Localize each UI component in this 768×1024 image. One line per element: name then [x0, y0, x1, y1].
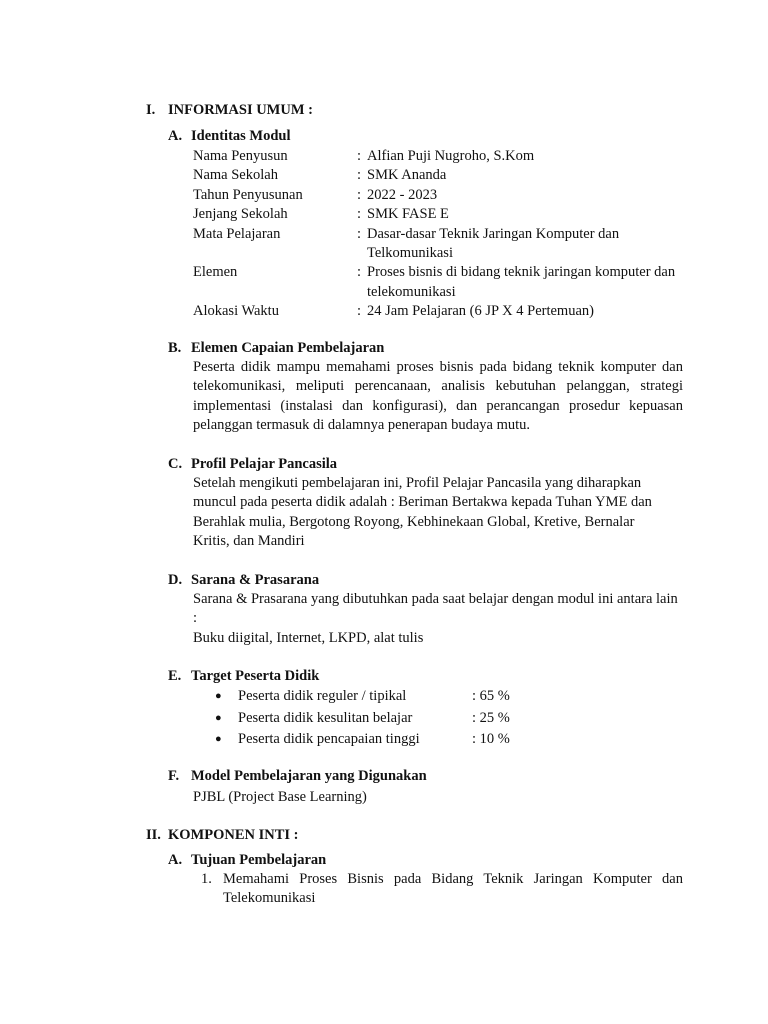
identity-row: [193, 147, 685, 166]
identity-row: [193, 166, 685, 185]
subsection-letter: F.: [168, 768, 180, 784]
identity-row: [193, 186, 685, 205]
target-list: [193, 686, 593, 751]
subsection-profil-heading: [168, 455, 337, 474]
section-1-number: I.: [146, 102, 156, 118]
identity-separator: :: [357, 186, 362, 203]
identity-separator: :: [357, 148, 362, 164]
identity-value: 2022 - 2023: [367, 186, 438, 203]
list-item: [193, 686, 593, 708]
subsection-capaian-heading: [168, 339, 384, 358]
list-item: [193, 870, 683, 909]
identity-value: Alfian Puji Nugroho, S.Kom: [367, 148, 535, 164]
subsection-title: Profil Pelajar Pancasila: [191, 456, 338, 472]
identity-label: Jenjang Sekolah: [193, 206, 288, 223]
sarana-list-text: Buku diigital, Internet, LKPD, alat tulis: [193, 630, 424, 646]
identity-row: [193, 205, 685, 224]
identity-value: Dasar-dasar Teknik Jaringan Komputer dan Telkomunikasi: [367, 225, 620, 262]
tujuan-list: [193, 870, 683, 909]
target-value: : 65 %: [472, 688, 510, 705]
identity-label: Elemen: [193, 264, 238, 281]
section-1-title: INFORMASI UMUM :: [168, 102, 313, 118]
identity-label: Tahun Penyusunan: [193, 186, 303, 203]
list-item: [193, 729, 593, 751]
bullet-icon: ●: [215, 711, 222, 724]
identity-value: 24 Jam Pelajaran (6 JP X 4 Pertemuan): [367, 303, 594, 320]
capaian-paragraph: Peserta didik mampu memahami proses bisnis pada bidang teknik komputer dan telekomunikasi, meliputi perencanaan, analisis kebutuhan pelanggan, strategi implementasi (instalasi dan konfigurasi), dan perancangan prosedur kepuasan pelanggan termasuk di dalamnya penerapan budaya mutu.: [193, 359, 683, 434]
identity-label: Mata Pelajaran: [193, 225, 281, 242]
subsection-target-heading: [168, 667, 319, 686]
section-2-heading: [146, 826, 299, 845]
identity-label: Nama Penyusun: [193, 148, 288, 164]
identity-label: Alokasi Waktu: [193, 303, 279, 320]
list-item: [193, 708, 593, 730]
subsection-letter: D.: [168, 572, 183, 588]
identity-separator: :: [357, 264, 362, 281]
identity-table: [193, 147, 685, 322]
subsection-letter: C.: [168, 456, 183, 472]
section-2-number: II.: [146, 827, 161, 843]
subsection-model-heading: [168, 767, 427, 786]
subsection-identitas-heading: [168, 127, 291, 146]
target-label: Peserta didik reguler / tipikal: [238, 688, 407, 705]
subsection-title: Tujuan Pembelajaran: [191, 852, 327, 868]
target-label: Peserta didik kesulitan belajar: [238, 709, 413, 726]
identity-separator: :: [357, 225, 362, 242]
identity-value: SMK FASE E: [367, 206, 449, 223]
subsection-letter: A.: [168, 852, 183, 868]
identity-separator: :: [357, 303, 362, 320]
list-item-text: Memahami Proses Bisnis pada Bidang Teknik Jaringan Komputer dan Telekomunikasi: [223, 871, 683, 907]
subsection-title: Sarana & Prasarana: [191, 572, 320, 588]
subsection-letter: A.: [168, 128, 183, 144]
identity-value: Proses bisnis di bidang teknik jaringan komputer dan telekomunikasi: [367, 264, 676, 300]
identity-row: [193, 263, 685, 302]
profil-paragraph: Setelah mengikuti pembelajaran ini, Profil Pelajar Pancasila yang diharapkan muncul pada peserta didik adalah : Beriman Bertakwa kepada Tuhan YME dan Berahlak mulia, Bergotong Royong, Kebhinekaan Global, Kretive, Bernalar Kritis, dan Mandiri: [193, 475, 652, 550]
identity-separator: :: [357, 167, 362, 184]
target-label: Peserta didik pencapaian tinggi: [238, 731, 420, 748]
bullet-icon: ●: [215, 690, 222, 703]
subsection-letter: E.: [168, 668, 182, 684]
target-value: : 25 %: [472, 709, 510, 726]
subsection-title: Target Peserta Didik: [191, 668, 320, 684]
target-value: : 10 %: [472, 731, 510, 748]
list-number: 1.: [201, 871, 212, 887]
identity-value: SMK Ananda: [367, 167, 447, 184]
subsection-title: Elemen Capaian Pembelajaran: [191, 340, 385, 356]
bullet-icon: ●: [215, 733, 222, 746]
identity-row: [193, 225, 685, 264]
subsection-sarana-heading: [168, 571, 319, 590]
subsection-title: Model Pembelajaran yang Digunakan: [191, 768, 427, 784]
section-1-heading: [146, 101, 313, 120]
section-2-title: KOMPONEN INTI :: [168, 827, 299, 843]
subsection-letter: B.: [168, 340, 182, 356]
sarana-paragraph: Sarana & Prasarana yang dibutuhkan pada saat belajar dengan modul ini antara lain :: [193, 591, 678, 627]
subsection-title: Identitas Modul: [191, 128, 291, 144]
identity-separator: :: [357, 206, 362, 223]
identity-label: Nama Sekolah: [193, 167, 278, 184]
subsection-tujuan-heading: [168, 851, 326, 870]
model-text: PJBL (Project Base Learning): [193, 789, 367, 805]
identity-row: [193, 302, 685, 321]
